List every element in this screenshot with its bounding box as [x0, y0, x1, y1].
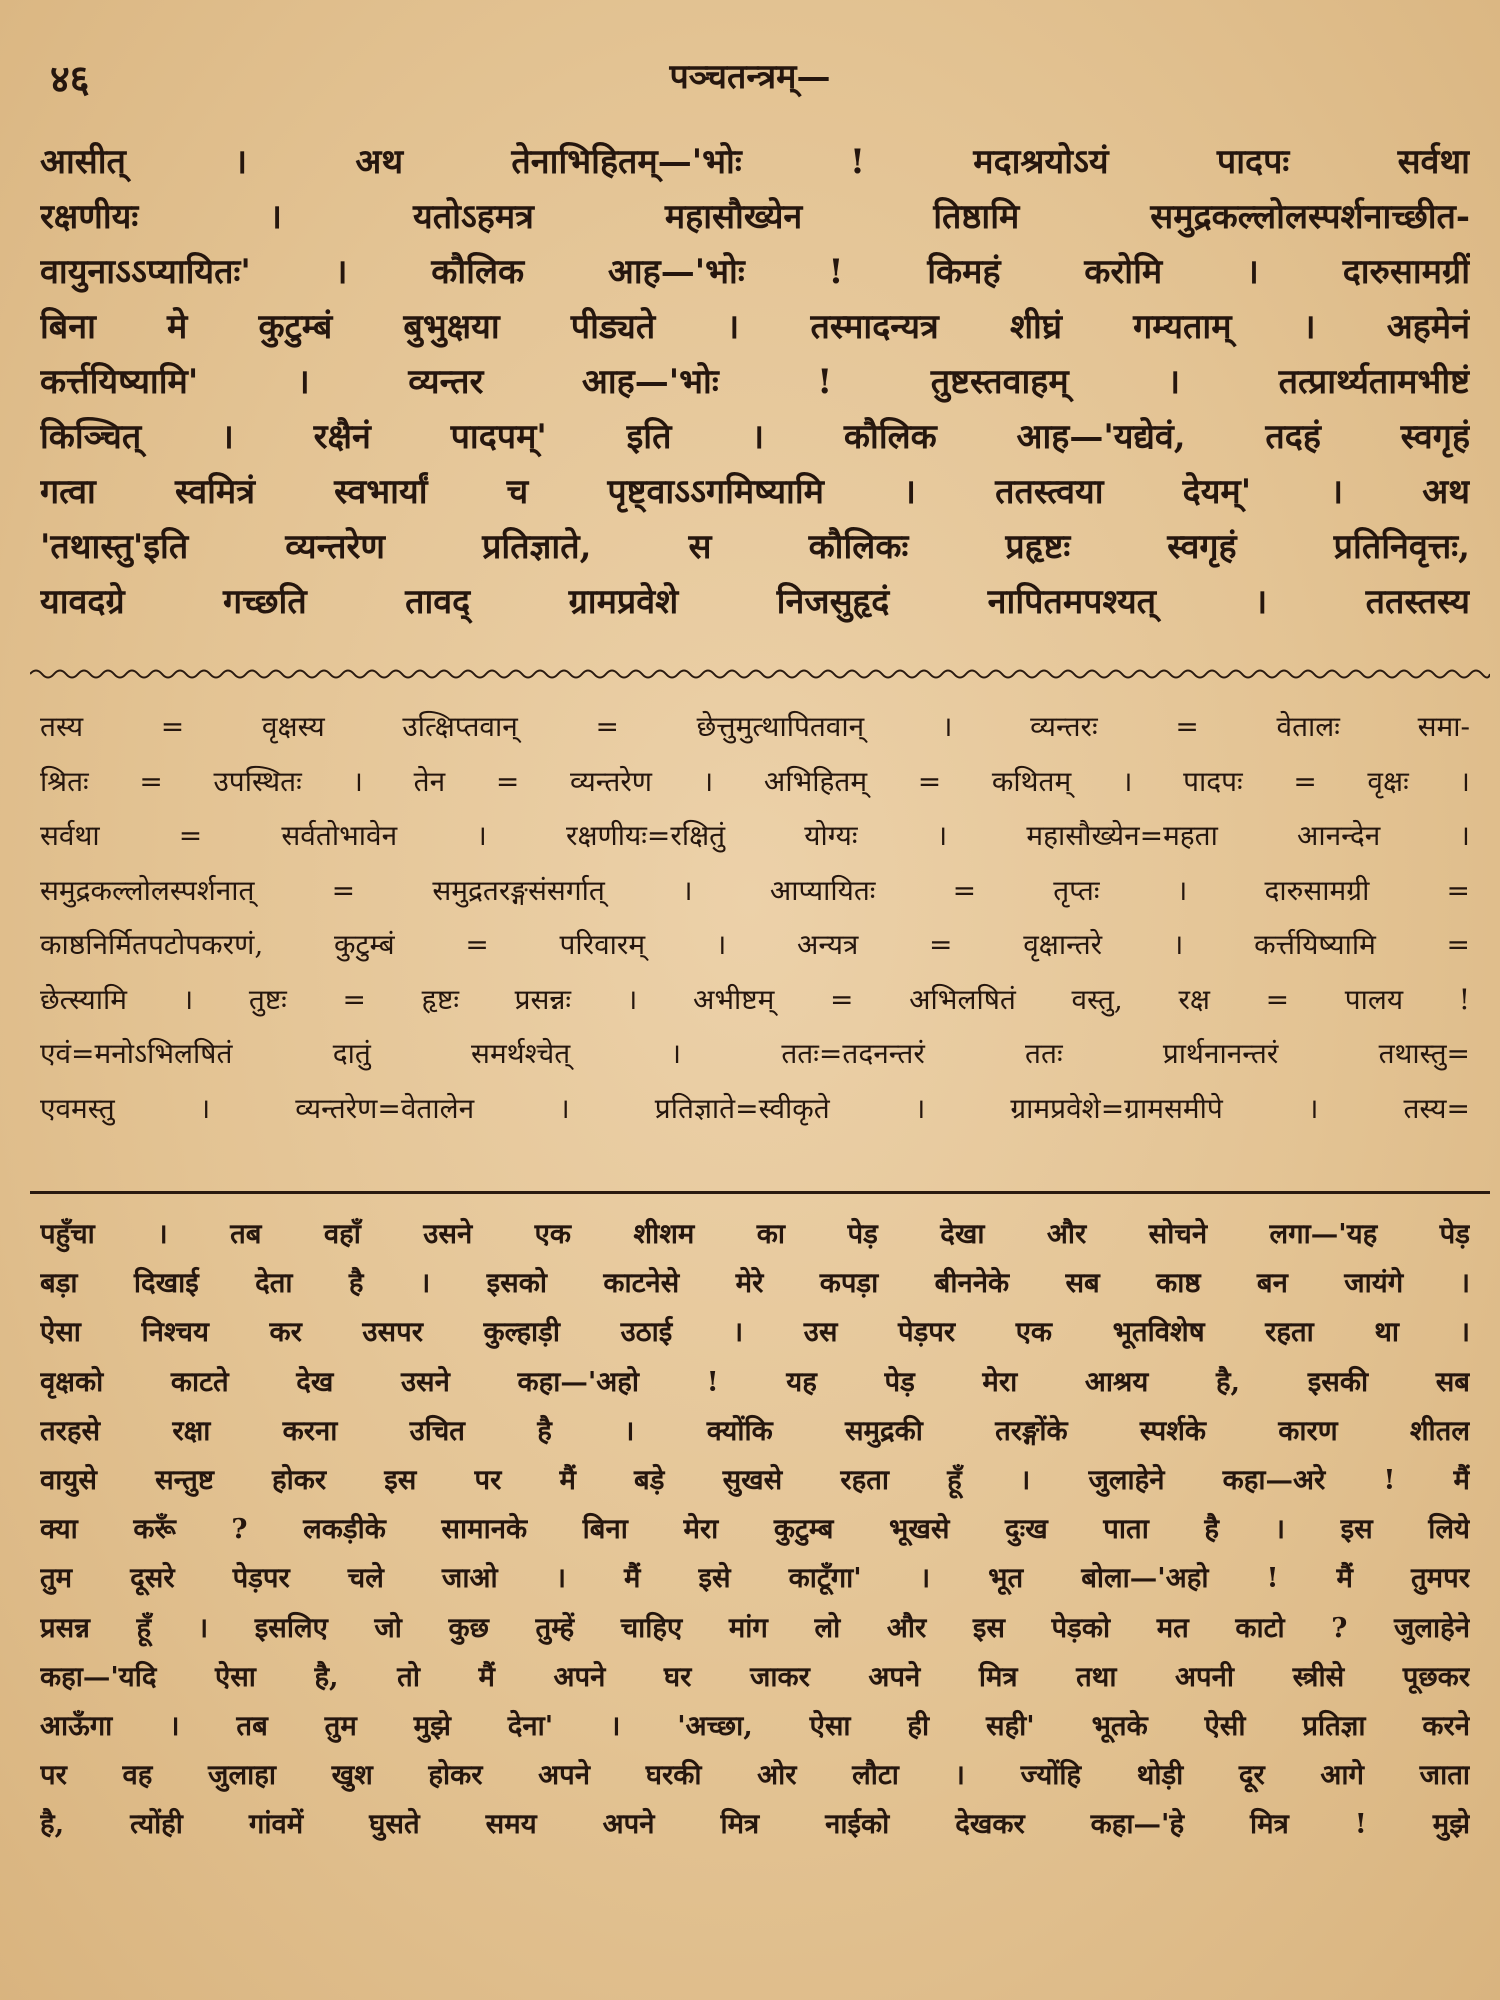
glossary-line: सर्वथा = सर्वतोभावेन । रक्षणीयः=रक्षितुं योग्यः । महासौख्येन=महता आनन्देन । [40, 819, 1470, 852]
hindi-line: आऊँगा । तब तुम मुझे देना' । 'अच्छा, ऐसा ही सही' भूतके ऐसी प्रतिज्ञा करने [40, 1709, 1470, 1742]
sanskrit-line: आसीत् । अथ तेनाभिहितम्—'भोः ! मदाश्रयोऽयं पादपः सर्वथा [40, 142, 1470, 182]
sanskrit-line: रक्षणीयः । यतोऽहमत्र महासौख्येन तिष्ठामि समुद्रकल्लोलस्पर्शनाच्छीत- [40, 197, 1470, 237]
hindi-line: क्या करूँ ? लकड़ीके सामानके बिना मेरा कुटुम्ब भूखसे दुःख पाता है । इस लिये [40, 1513, 1470, 1546]
hindi-translation [40, 1210, 1470, 1849]
sanskrit-line: 'तथास्तु'इति व्यन्तरेण प्रतिज्ञाते, स कौलिकः प्रहृष्टः स्वगृहं प्रतिनिवृत्तः, [40, 527, 1470, 567]
hindi-line: प्रसन्न हूँ । इसलिए जो कुछ तुम्हें चाहिए मांग लो और इस पेड़को मत काटो ? जुलाहेने [40, 1611, 1470, 1644]
hindi-line: वायुसे सन्तुष्ट होकर इस पर मैं बड़े सुखसे रहता हूँ । जुलाहेने कहा—अरे ! मैं [40, 1463, 1470, 1496]
glossary-line: श्रितः = उपस्थितः । तेन = व्यन्तरेण । अभिहितम् = कथितम् । पादपः = वृक्षः । [40, 764, 1470, 798]
glossary-line: काष्ठनिर्मितपटोपकरणं, कुटुम्बं = परिवारम् । अन्यत्र = वृक्षान्तरे । कर्त्तयिष्यामि = [40, 928, 1470, 961]
hindi-line: पर वह जुलाहा खुश होकर अपने घरकी ओर लौटा । ज्योंहि थोड़ी दूर आगे जाता [40, 1759, 1470, 1792]
glossary-line: एवमस्तु । व्यन्तरेण=वेतालेन । प्रतिज्ञाते=स्वीकृते । ग्रामप्रवेशे=ग्रामसमीपे । तस्य= [40, 1091, 1470, 1125]
hindi-line: तरहसे रक्षा करना उचित है । क्योंकि समुद्रकी तरङ्गोंके स्पर्शके कारण शीतल [40, 1414, 1470, 1447]
sanskrit-line: यावदग्रे गच्छति तावद् ग्रामप्रवेशे निजसुहृदं नापितमपश्यत् । ततस्तस्य [40, 582, 1470, 622]
sanskrit-line: किञ्चित् । रक्षैनं पादपम्' इति । कौलिक आह—'यद्येवं, तदहं स्वगृहं [40, 417, 1470, 457]
glossary-notes [40, 700, 1470, 1136]
sanskrit-line: कर्त्तयिष्यामि' । व्यन्तर आह—'भोः ! तुष्टस्तवाहम् । तत्प्रार्थ्यतामभीष्टं [40, 362, 1470, 402]
page-header [50, 52, 1450, 100]
running-title: पञ्चतन्त्रम्— [669, 57, 831, 97]
page-number: ४६ [50, 56, 90, 101]
sanskrit-line: बिना मे कुटुम्बं बुभुक्षया पीड्यते । तस्मादन्यत्र शीघ्रं गम्यताम् । अहमेनं [40, 307, 1470, 347]
glossary-line: समुद्रकल्लोलस्पर्शनात् = समुद्रतरङ्गसंसर्गात् । आप्यायितः = तृप्तः । दारुसामग्री = [40, 873, 1470, 907]
section-divider [30, 1191, 1490, 1194]
sanskrit-line: गत्वा स्वमित्रं स्वभार्यां च पृष्ट्वाऽऽगमिष्यामि । ततस्त्वया देयम्' । अथ [40, 472, 1470, 512]
hindi-line: तुम दूसरे पेड़पर चले जाओ । मैं इसे काटूँगा' । भूत बोला—'अहो ! मैं तुमपर [40, 1562, 1470, 1595]
glossary-line: तस्य = वृक्षस्य उत्क्षिप्तवान् = छेत्तुमुत्थापितवान् । व्यन्तरः = वेतालः समा- [40, 710, 1470, 743]
hindi-line: वृक्षको काटते देख उसने कहा—'अहो ! यह पेड़ मेरा आश्रय है, इसकी सब [40, 1365, 1470, 1398]
hindi-line: ऐसा निश्चय कर उसपर कुल्हाड़ी उठाई । उस पेड़पर एक भूतविशेष रहता था । [40, 1316, 1470, 1349]
hindi-line: बड़ा दिखाई देता है । इसको काटनेसे मेरे कपड़ा बीननेके सब काष्ठ बन जायंगे । [40, 1267, 1470, 1300]
hindi-line: पहुँचा । तब वहाँ उसने एक शीशम का पेड़ देखा और सोचने लगा—'यह पेड़ [40, 1218, 1470, 1250]
sanskrit-text [40, 135, 1470, 630]
glossary-line: एवं=मनोऽभिलषितं दातुं समर्थश्चेत् । ततः=तदनन्तरं ततः प्रार्थनानन्तरं तथास्तु= [40, 1037, 1470, 1070]
glossary-line: छेत्स्यामि । तुष्टः = हृष्टः प्रसन्नः । अभीष्टम् = अभिलषितं वस्तु, रक्ष = पालय ! [40, 982, 1470, 1016]
sanskrit-line: वायुनाऽऽप्यायितः' । कौलिक आह—'भोः ! किमहं करोमि । दारुसामग्रीं [40, 252, 1470, 292]
wavy-divider [30, 665, 1490, 683]
hindi-line: कहा—'यदि ऐसा है, तो मैं अपने घर जाकर अपने मित्र तथा अपनी स्त्रीसे पूछकर [40, 1660, 1470, 1693]
hindi-line: है, त्योंही गांवमें घुसते समय अपने मित्र नाईको देखकर कहा—'हे मित्र ! मुझे [40, 1808, 1470, 1841]
